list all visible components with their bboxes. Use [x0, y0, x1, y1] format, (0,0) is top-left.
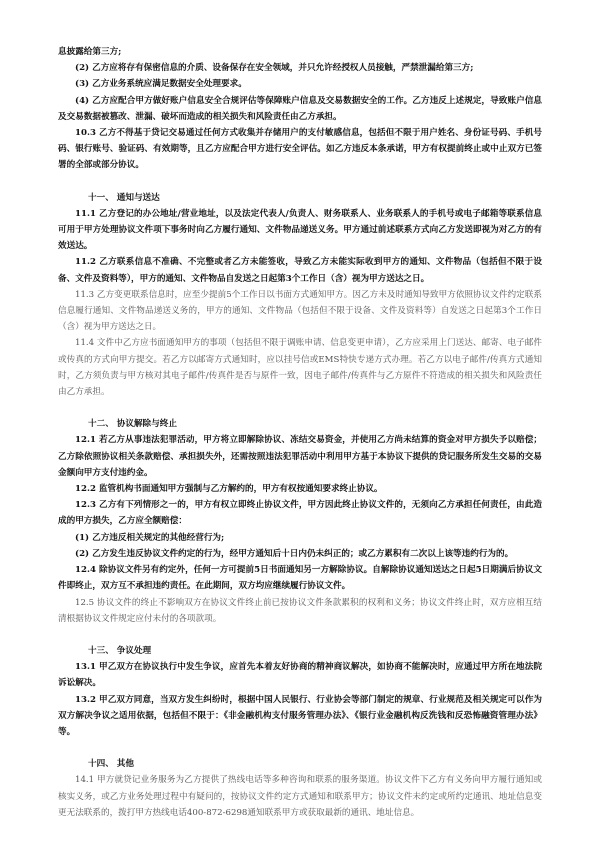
paragraph: 11.3 乙方变更联系信息时，应至少提前5个工作日以书面方式通知甲方。因乙方未及时通知导致甲方依照协议文件约定联系信息履行通知、文件物品递送义务的，甲方的通知、文件物品（包括但不限于设备、文件及资料等）自发送之日起第3个工作日（含）视为甲方送达之日。 [58, 289, 542, 333]
section-gap [58, 740, 542, 756]
paragraph: 息披露给第三方; [58, 47, 122, 57]
paragraph: 12.3 乙方有下列情形之一的，甲方有权立即终止协议文件，甲方因此终止协议文件的，无须向乙方承担任何责任，由此造成的甲方损失，乙方应全额赔偿： [58, 500, 542, 527]
paragraph: (1) 乙方违反相关规定的其他经营行为; [75, 532, 225, 543]
section-heading: 十一、 通知与送达 [88, 192, 160, 203]
paragraph: 12.2 监管机构书面通知甲方强制与乙方解约的，甲方有权按通知要求终止协议。 [75, 484, 383, 495]
paragraph: (2) 乙方应将存有保密信息的介质、设备保存在安全领域，并只允许经授权人员接触，严禁泄漏给第三方; [75, 63, 474, 74]
paragraph: (2) 乙方发生违反协议文件约定的行为，经甲方通知后十日内仍未纠正的；或乙方累积有二次以上该等违约行为的。 [75, 548, 514, 559]
paragraph: 10.3 乙方不得基于贷记交易通过任何方式收集并存储用户的支付敏感信息，包括但不限于用户姓名、身份证号码、手机号码、银行账号、验证码、有效期等，且乙方应配合甲方进行安全评估。如乙方违反本条承诺，甲方有权提前终止或中止双方已签署的全部或部分协议。 [58, 128, 542, 171]
section-gap [58, 400, 542, 416]
section-heading: 十二、 协议解除与终止 [88, 419, 177, 430]
paragraph: 11.4 文件中乙方应书面通知甲方的事项（包括但不限于调账申请、信息变更申请），乙方应采用上门送达、邮寄、电子邮件或传真的方式向甲方提交。若乙方以邮寄方式通知时，应以挂号信或EMS特快专递方式办理。若乙方以电子邮件/传真方式通知时，乙方须负责与甲方核对其电子邮件/传真件是否与原件一致，因电子邮件/传真件与乙方原件不符造成的相关损失和风险责任由乙方承担。 [58, 338, 542, 398]
paragraph: (3) 乙方业务系统应满足数据安全处理要求。 [75, 79, 247, 90]
section-heading: 十三、 争议处理 [88, 645, 152, 656]
paragraph: 12.4 除协议文件另有约定外，任何一方可提前5日书面通知另一方解除协议。自解除协议通知送达之日起5日期满后协议文件即终止，双方互不承担违约责任。在此期间，双方均应继续履行协议文件。 [58, 565, 542, 592]
paragraph: 12.5 协议文件的终止不影响双方在协议文件终止前已按协议文件条款累积的权利和义务；协议文件终止时，双方应相互结清根据协议文件规定应付未付的各项款项。 [58, 597, 542, 624]
section-gap [58, 174, 542, 190]
section-gap [58, 627, 542, 643]
paragraph: 11.2 乙方联系信息不准确、不完整或者乙方未能签收，导致乙方未能实际收到甲方的通知、文件物品（包括但不限于设备、文件及资料等），甲方的通知、文件物品自发送之日起第3个工作日（含）视为甲方送达之日。 [58, 257, 542, 284]
paragraph: 11.1 乙方登记的办公地址/营业地址，以及法定代表人/负责人、财务联系人、业务联系人的手机号或电子邮箱等联系信息可用于甲方处理协议文件项下事务时向乙方履行通知、文件物品递送义务。甲方通过前述联系方式向乙方发送即视为对乙方的有效送达。 [58, 208, 542, 252]
paragraph: 13.2 甲乙双方同意，当双方发生纠纷时，根据中国人民银行、行业协会等部门制定的规章、行业规范及相关规定可以作为双方解决争议之适用依据，包括但不限于：《非金融机构支付服务管理办法》、《银行业金融机构反洗钱和反恐怖融资管理办法》等。 [58, 694, 542, 737]
paragraph: 12.1 若乙方从事违法犯罪活动，甲方将立即解除协议、冻结交易资金，并使用乙方尚未结算的资金对甲方损失予以赔偿；乙方除依照协议相关条款赔偿、承担损失外，还需按照违法犯罪活动中利用甲方基于本协议下提供的贷记服务所发生交易的交易金额向甲方支付违约金。 [58, 435, 542, 478]
paragraph: 14.1 甲方就贷记业务服务为乙方提供了热线电话等多种咨询和联系的服务渠道。协议文件下乙方有义务向甲方履行通知或核实义务，或乙方业务处理过程中有疑问的，按协议文件约定方式通知和联系甲方；协议文件未约定或所约定通讯、地址信息变更无法联系的，拨打甲方热线电话400-872-6298通知联系甲方或获取最新的通讯、地址信息。 [58, 775, 542, 818]
paragraph: (4) 乙方应配合甲方做好账户信息安全合规评估等保障账户信息及交易数据安全的工作。乙方违反上述规定，导致账户信息及交易数据被篡改、泄漏、破坏而造成的相关损失和风险责任由乙方承担。 [58, 95, 542, 122]
paragraph: 13.1 甲乙双方在协议执行中发生争议，应首先本着友好协商的精神商议解决，如协商不能解决时，应通过甲方所在地法院诉讼解决。 [58, 662, 542, 689]
section-heading: 十四、 其他 [88, 759, 134, 770]
